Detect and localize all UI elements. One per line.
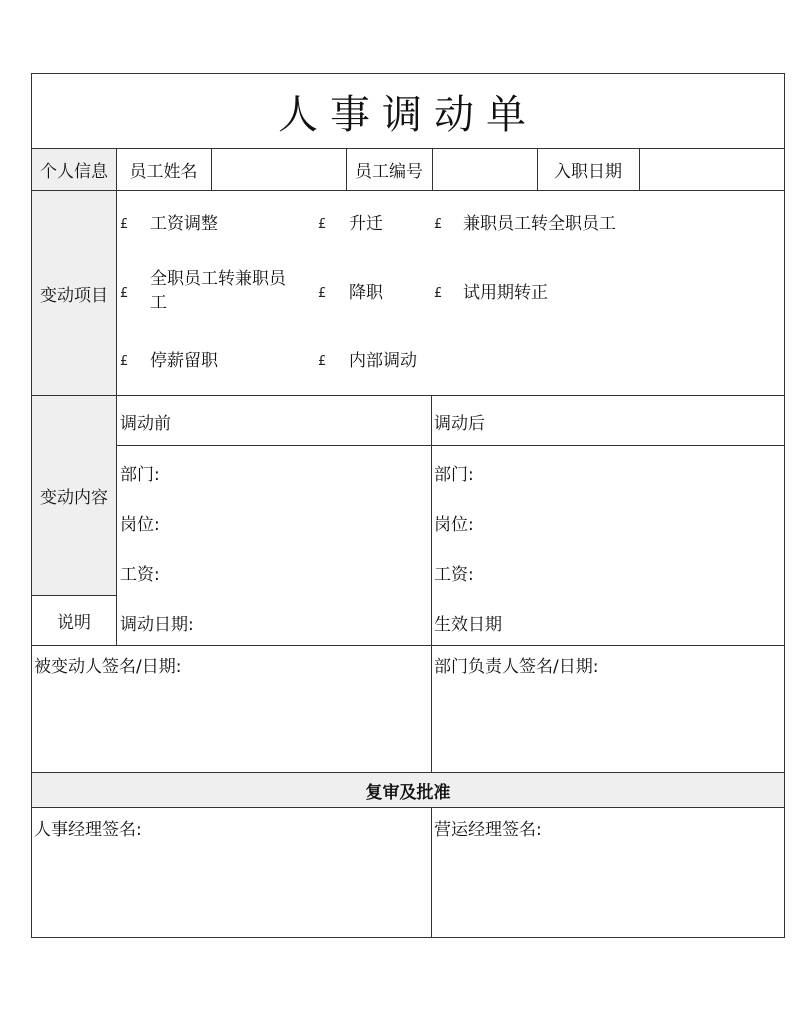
- divider: [346, 148, 347, 190]
- checkbox-unpaid-leave[interactable]: £: [120, 354, 129, 369]
- form-title: 人事调动单: [278, 91, 538, 138]
- option-probation-end: 试用期转正: [463, 283, 548, 303]
- personal-info-label: 个人信息: [32, 149, 116, 190]
- employee-id-field[interactable]: [433, 149, 536, 190]
- checkbox-demotion[interactable]: £: [318, 286, 327, 301]
- checkbox-promotion[interactable]: £: [318, 217, 327, 232]
- hire-date-label: 入职日期: [554, 162, 622, 182]
- before-department-label: 部门:: [120, 465, 160, 485]
- option-fulltime-to-parttime: 全职员工转兼职员工: [150, 269, 286, 313]
- hr-manager-signature-field[interactable]: [34, 839, 428, 934]
- option-demotion: 降职: [349, 283, 383, 303]
- option-unpaid-leave: 停薪留职: [150, 351, 218, 371]
- notes-label: 说明: [57, 613, 91, 633]
- option-parttime-to-fulltime: 兼职员工转全职员工: [463, 214, 616, 234]
- dept-head-signature-label: 部门负责人签名/日期:: [434, 657, 599, 677]
- ops-manager-signature-field[interactable]: [434, 839, 782, 934]
- checkbox-salary-adjust[interactable]: £: [120, 217, 129, 232]
- option-salary-adjust: 工资调整: [150, 214, 218, 234]
- option-promotion: 升迁: [349, 214, 383, 234]
- divider: [431, 395, 432, 645]
- divider: [431, 807, 432, 937]
- hire-date-field[interactable]: [640, 149, 784, 190]
- option-internal-transfer: 内部调动: [349, 351, 417, 371]
- checkbox-internal-transfer[interactable]: £: [318, 354, 327, 369]
- employee-name-field[interactable]: [212, 149, 345, 190]
- hr-manager-signature-label: 人事经理签名:: [34, 820, 142, 840]
- dept-head-signature-field[interactable]: [434, 674, 782, 769]
- checkbox-parttime-to-fulltime[interactable]: £: [434, 217, 443, 232]
- after-position-label: 岗位:: [434, 515, 474, 535]
- after-header: 调动后: [434, 414, 485, 434]
- divider: [32, 395, 784, 396]
- checkbox-fulltime-to-parttime[interactable]: £: [120, 286, 129, 301]
- employee-signature-label: 被变动人签名/日期:: [34, 657, 182, 677]
- divider: [211, 148, 212, 190]
- before-header: 调动前: [120, 414, 171, 434]
- effective-date-label: 生效日期: [434, 615, 502, 635]
- divider: [32, 807, 784, 808]
- divider: [639, 148, 640, 190]
- divider: [32, 190, 784, 191]
- employee-id-label: 员工编号: [355, 162, 423, 182]
- divider: [116, 395, 117, 645]
- divider: [116, 445, 784, 446]
- divider: [116, 190, 117, 395]
- employee-name-label: 员工姓名: [129, 162, 198, 182]
- employee-signature-field[interactable]: [34, 674, 428, 769]
- before-position-label: 岗位:: [120, 515, 160, 535]
- before-salary-label: 工资:: [120, 565, 160, 585]
- review-header: 复审及批准: [32, 773, 784, 807]
- after-department-label: 部门:: [434, 465, 474, 485]
- ops-manager-signature-label: 营运经理签名:: [434, 820, 542, 840]
- transfer-date-label: 调动日期:: [120, 615, 194, 635]
- divider: [116, 148, 117, 190]
- transfer-form: [31, 73, 785, 938]
- divider: [32, 645, 784, 646]
- after-salary-label: 工资:: [434, 565, 474, 585]
- change-items-label: 变动项目: [32, 191, 116, 395]
- change-content-label: 变动内容: [32, 396, 116, 595]
- divider: [432, 148, 433, 190]
- checkbox-probation-end[interactable]: £: [434, 286, 443, 301]
- divider: [431, 645, 432, 772]
- divider: [537, 148, 538, 190]
